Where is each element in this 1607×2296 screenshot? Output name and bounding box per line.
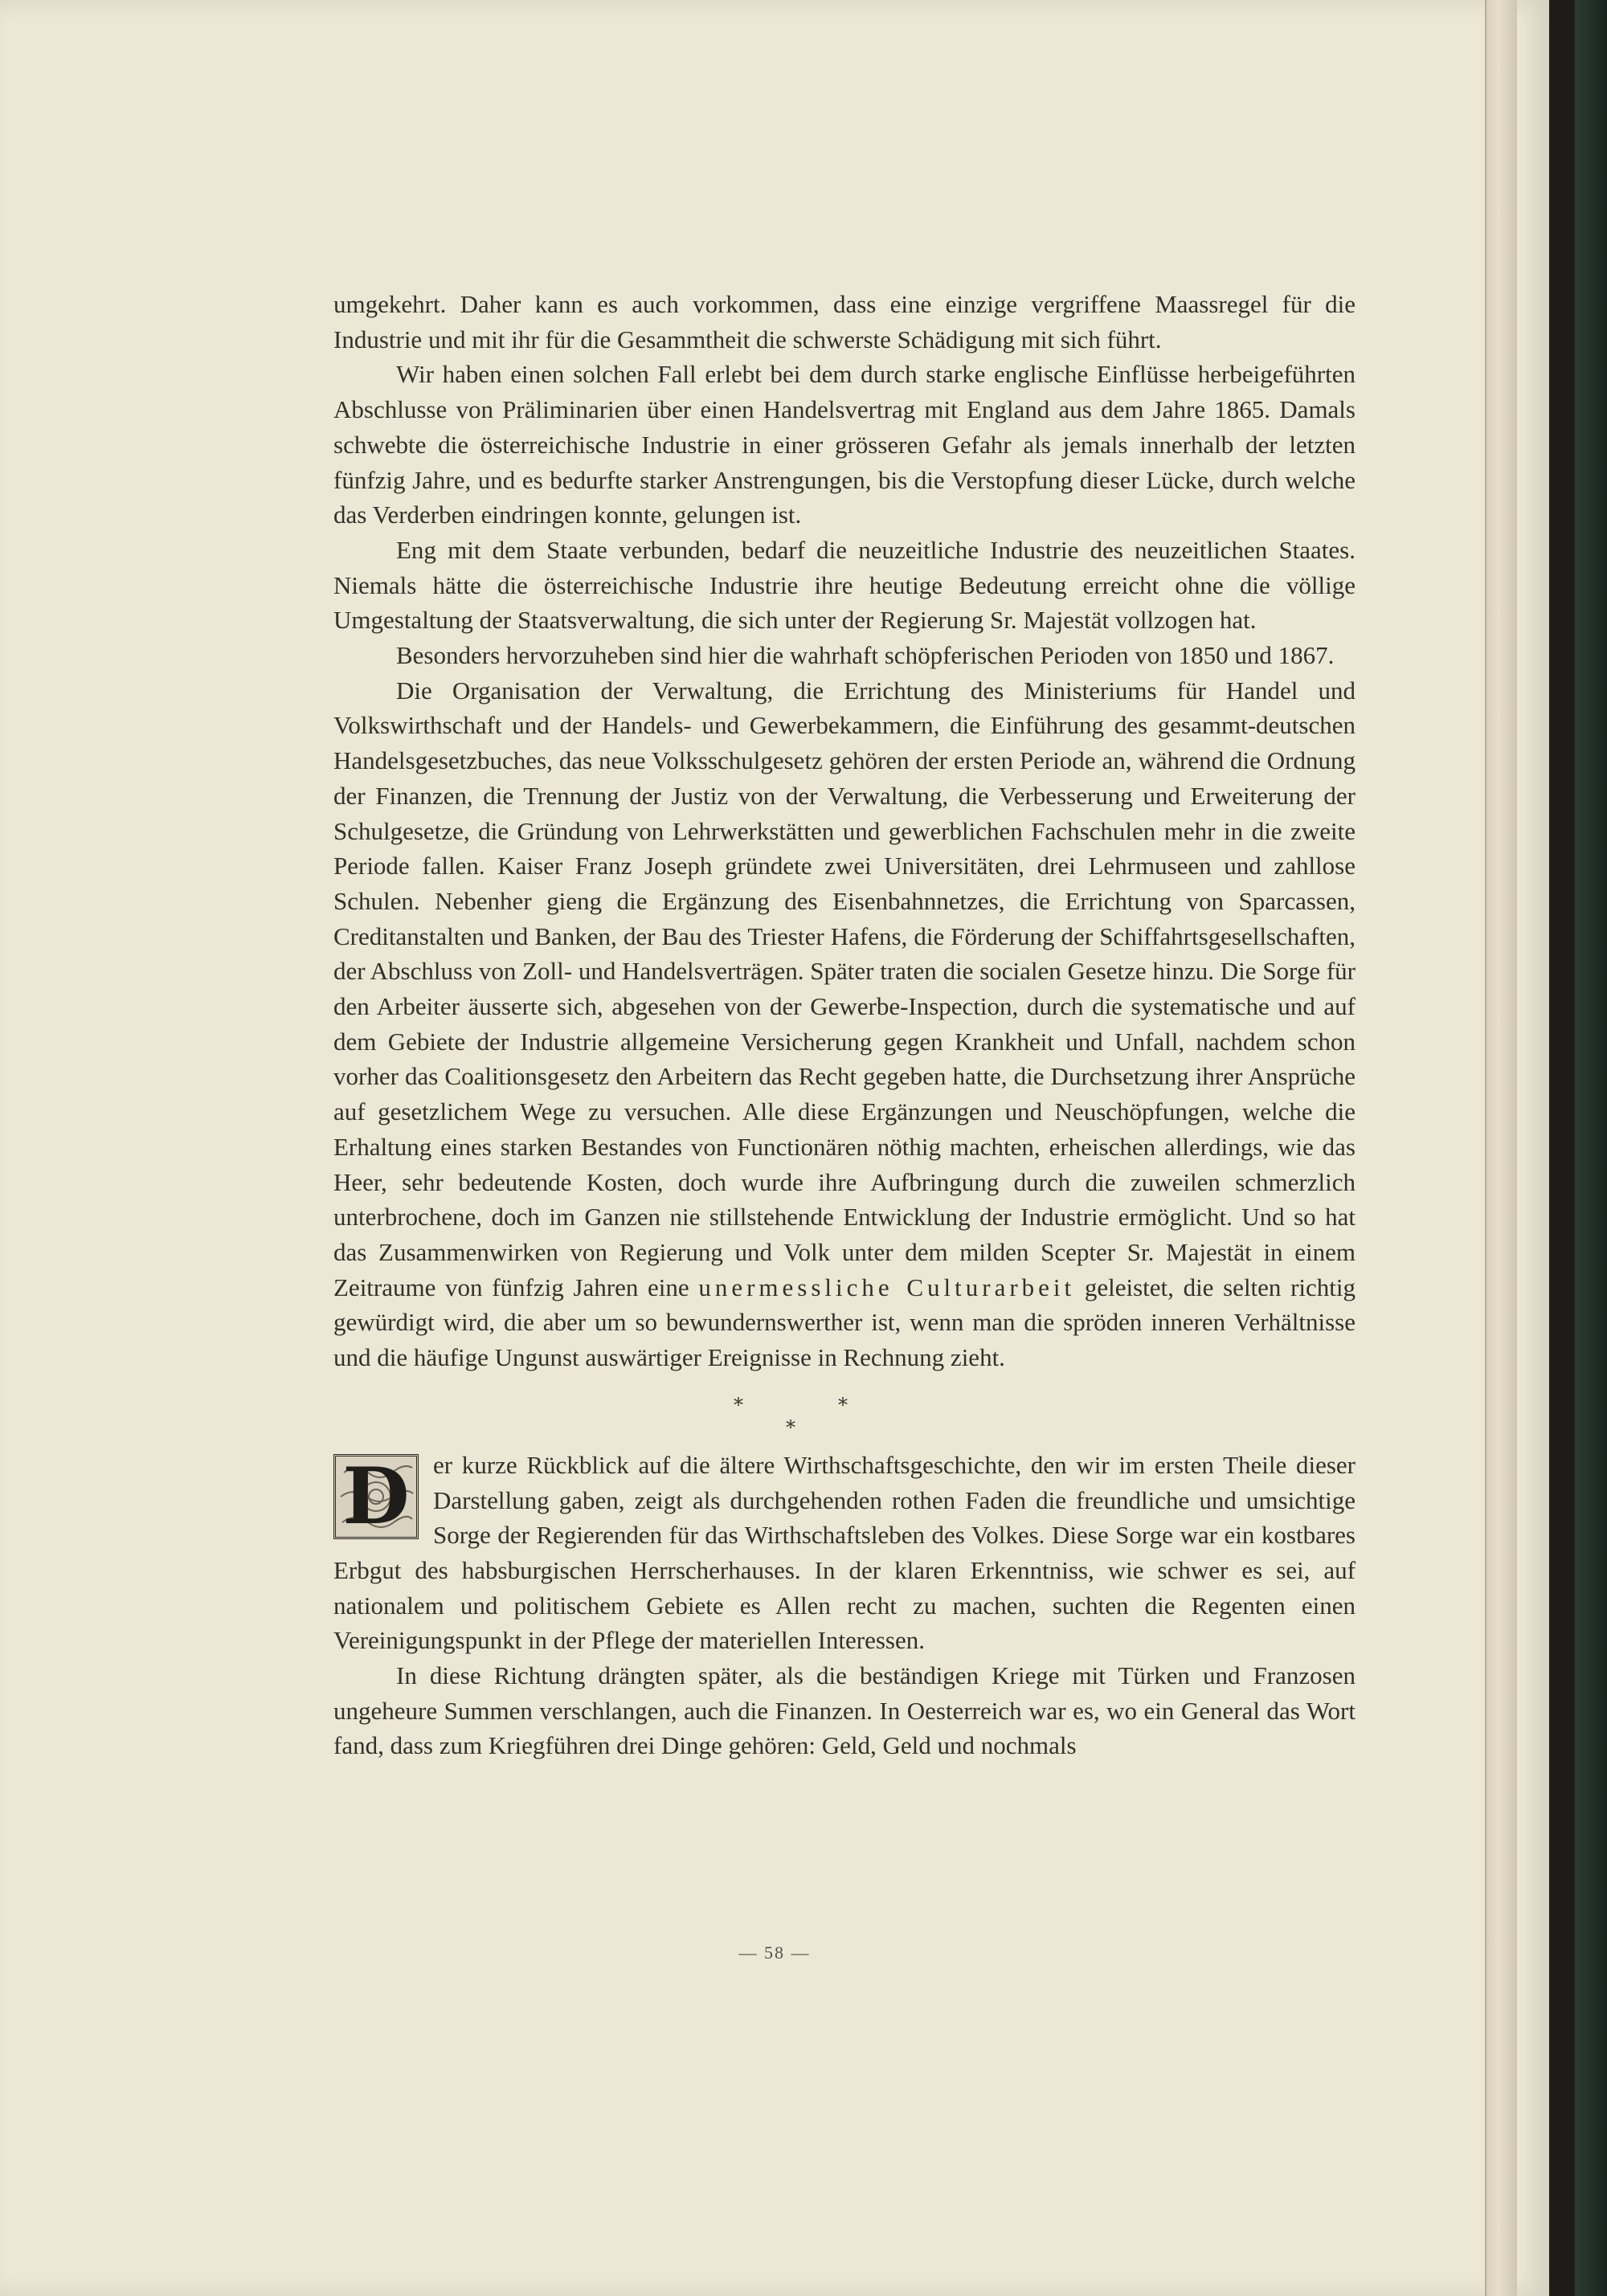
page-number: — 58 —: [738, 1943, 811, 1963]
body-text: [333, 287, 1356, 1763]
paragraph-text: Die Organisation der Verwaltung, die Errichtung des Ministeriums für Handel und Volkswirthschaft und der Handels- und Gewerbekammern, die Einführung des gesammt-deutschen Handelsgesetzbuches, das neue Volksschulgesetz gehören der ersten Periode an, während die Ordnung der Finanzen, die Trennung der Justiz von der Verwaltung, die Verbesserung und Erweiterung der Schulgesetze, die Gründung von Lehrwerkstätten und gewerblichen Fachschulen mehr in die zweite Periode fallen. Kaiser Franz Joseph gründete zwei Universitäten, drei Lehrmuseen und zahllose Schulen. Nebenher gieng die Ergänzung des Eisenbahnnetzes, die Errichtung von Sparcassen, Creditanstalten und Banken, der Bau des Triester Hafens, die Förderung der Schiffahrtsgesellschaften, der Abschluss von Zoll- und Handelsverträgen. Später traten die socialen Gesetze hinzu. Die Sorge für den Arbeiter äusserte sich, abgesehen von der Gewerbe-Inspection, durch die systematische und auf dem Gebiete der Industrie allgemeine Versicherung gegen Krankheit und Unfall, nachdem schon vorher das Coalitionsgesetz den Arbeitern das Recht gegeben hatte, die Durchsetzung ihrer Ansprüche auf gesetzlichem Wege zu versuchen. Alle diese Ergänzungen und Neuschöpfungen, welche die Erhaltung eines starken Bestandes von Functionären nöthig machten, erheischen allerdings, wie das Heer, sehr bedeutende Kosten, doch wurde ihre Aufbringung durch die zuweilen schmerzlich unterbrochene, doch im Ganzen nie stillstehende Entwicklung der Industrie ermöglicht. Und so hat das Zusammenwirken von Regierung und Volk unter dem milden Scepter Sr. Majestät in einem Zeitraume von fünfzig Jahren eine: [333, 676, 1356, 1301]
paragraph: In diese Richtung drängten später, als die beständigen Kriege mit Türken und Franzosen ungeheure Summen verschlangen, auch die Finanzen. In Oesterreich war es, wo ein General das Wort fand, dass zum Kriegführen drei Dinge gehören: Geld, Geld und nochmals: [333, 1661, 1356, 1760]
decorated-initial: [333, 1450, 419, 1542]
paragraph-text: er kurze Rückblick auf die ältere Wirthschaftsgeschichte, den wir im ersten Theile dieser Darstellung gaben, zeigt als durchgehenden rothen Faden die freundliche und umsichtige Sorge der Regierenden für das Wirthschaftsleben des Volkes. Diese Sorge war ein kostbares Erbgut des habsburgischen Herrscherhauses. In der klaren Erkenntniss, wie schwer es sei, auf nationalem und politischem Gebiete es Allen recht zu machen, suchten die Regenten einen Vereinigungspunkt in der Pflege der materiellen Interessen.: [333, 1450, 1356, 1655]
asterisk: *: [734, 1393, 743, 1416]
paragraph: Besonders hervorzuheben sind hier die wahrhaft schöpferischen Perioden von 1850 und 1867.: [396, 641, 1335, 670]
asterisk: *: [838, 1393, 848, 1416]
paragraph: Eng mit dem Staate verbunden, bedarf die neuzeitliche Industrie des neuzeitlichen Staates. Niemals hätte die österreichische Industrie ihre heutige Bedeutung erreicht ohne die völlige Umgestaltung der Staatsverwaltung, die sich unter der Regierung Sr. Majestät vollzogen hat.: [333, 535, 1356, 635]
paragraph-long: [333, 673, 1356, 1375]
paragraph: Wir haben einen solchen Fall erlebt bei dem durch starke englische Einflüsse herbeigeführten Abschlusse von Präliminarien über einen Handelsvertrag mit England aus dem Jahre 1865. Damals schwebte die österreichische Industrie in einer grösseren Gefahr als jemals innerhalb der letzten fünfzig Jahre, und es bedurfte starker Anstrengungen, bis die Verstopfung dieser Lücke, durch welche das Verderben eindringen konnte, gelungen ist.: [333, 360, 1356, 529]
paragraph: umgekehrt. Daher kann es auch vorkommen, dass eine einzige vergriffene Maassregel für die Industrie und mit ihr für die Gesammtheit die schwerste Schädigung mit sich führt.: [333, 290, 1356, 353]
book-spine: [1575, 0, 1607, 2296]
paragraph-text: geleistet, die selten richtig gewürdigt wird, die aber um so bewundernswerther ist, wenn man die spröden inneren Verhältnisse und die häufige Ungunst auswärtiger Ereignisse in Rechnung zieht.: [333, 1273, 1356, 1372]
initial-letter: D: [342, 1450, 410, 1542]
emphasis-spaced-text: unermessliche Culturarbeit: [698, 1273, 1076, 1301]
section-opening-paragraph: [333, 1448, 1356, 1658]
section-separator: [333, 1382, 1356, 1448]
asterisk: *: [786, 1416, 795, 1439]
